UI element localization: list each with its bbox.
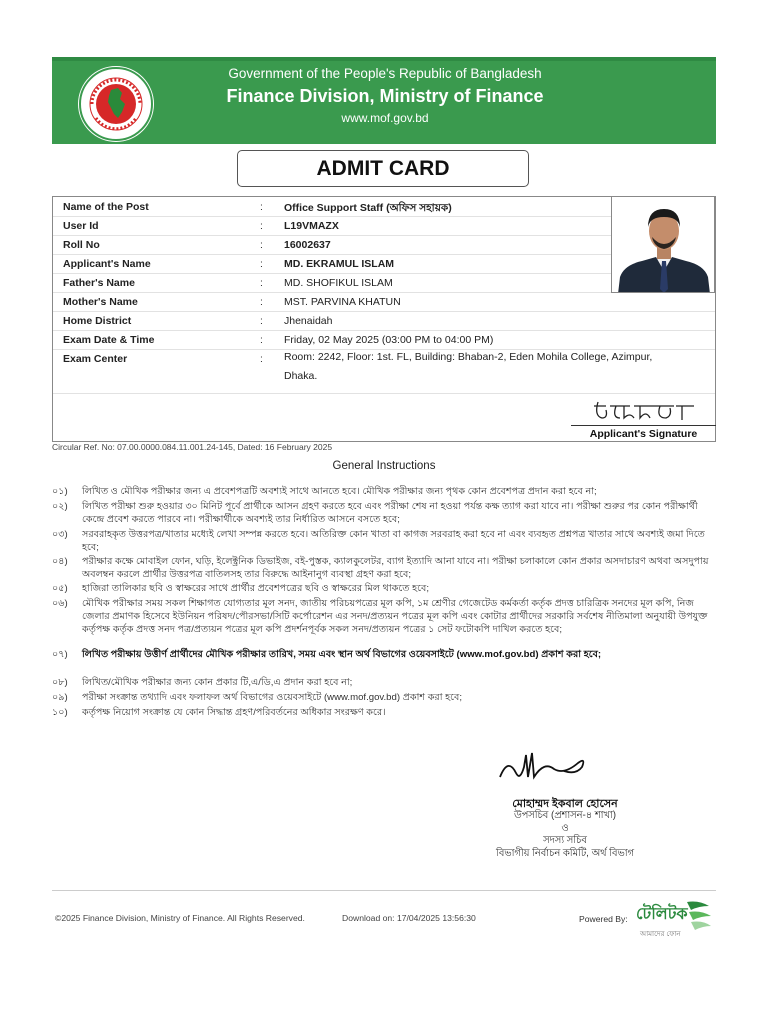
instruction-number: ০৩)	[52, 529, 68, 540]
info-separator: :	[260, 201, 263, 213]
info-label: Home District	[63, 315, 132, 327]
info-separator: :	[260, 315, 263, 327]
instruction-text: লিখিত পরীক্ষা শুরু হওয়ার ৩০ মিনিট পূর্বে প্রার্থীকে আসন গ্রহণ করতে হবে এবং পরীক্ষা শেষ না হওয়া পর্যন্ত কক্ষ ত্যাগ করা যাবে না। পরীক্ষা শুরুর পর কোন পরীক্ষার্থী কেন্দ্রে প্রবেশ করতে পারবে না। পরীক্ষার্থীকে অবশ্যই তার নির্ধারিত আসনে বসতে হবে;	[82, 501, 698, 525]
instruction-text: পরীক্ষার কক্ষে মোবাইল ফোন, ঘড়ি, ইলেক্ট্রনিক ডিভাইজ, বই-পুস্তক, ক্যালকুলেটর, ব্যাগ ইত্যাদি আনা যাবে না। পরীক্ষা চলাকালে কোন প্রকার অসদাচারণ অথবা অসদুপায় অবলম্বন করলে প্রার্থীর উত্তরপত্র বাতিলসহ তার বিরুদ্ধে আইনানুগ ব্যবস্থা গ্রহণ করা হবে;	[82, 556, 709, 580]
info-label: Exam Date & Time	[63, 334, 155, 346]
info-value-exam-date: Friday, 02 May 2025 (03:00 PM to 04:00 PM)	[284, 334, 494, 346]
info-separator: :	[260, 277, 263, 289]
powered-by-label: Powered By:	[579, 914, 628, 924]
government-seal-logo	[78, 66, 154, 142]
info-label: Roll No	[63, 239, 100, 251]
info-label: Mother's Name	[63, 296, 138, 308]
instruction-number: ০৭)	[52, 649, 68, 660]
officer-name: মোহাম্মদ ইকবাল হোসেন	[512, 798, 618, 810]
teletalk-brand: টেলিটক	[636, 906, 688, 923]
instruction-text: লিখিত ও মৌখিক পরীক্ষার জন্য এ প্রবেশপত্রটি অবশ্যই সাথে আনতে হবে। মৌখিক পরীক্ষার জন্য পৃথক কোন প্রবেশপত্র প্রদান করা হবে না;	[82, 486, 597, 497]
header-division-line: Finance Division, Ministry of Finance	[226, 86, 544, 106]
footer-download-time: Download on: 17/04/2025 13:56:30	[342, 913, 476, 923]
instruction-text: মৌখিক পরীক্ষার সময় সকল শিক্ষাগত যোগ্যতার মূল সনদ, জাতীয় পরিচয়পত্রের মূল কপি, ১ম শ্রেণীর গেজেটেড কর্মকর্তা কর্তৃক প্রদত্ত চারিত্রিক সনদের মূল কপি, নিজ জেলার প্রমাণক হিসেবে ইউনিয়ন পরিষদ/পৌরসভা/সিটি কর্পোরেশন এর সনদ/প্রত্যয়ন পত্রের মূল কপি এবং কোটার প্রার্থীদের সরকারি সর্বশেষ নীতিমালা অনুযায়ী উপযুক্ত কর্তৃপক্ষ কর্তৃক প্রদত্ত সনদ পত্র/প্রত্যয়ন পত্রের মূল কপি প্রদর্শনপূর্বক সকল সনদ/প্রত্যয়ন পত্রের ১ সেট ফটোকপি দাখিল করতে হবে;	[82, 598, 708, 635]
info-value-mother-name: MST. PARVINA KHATUN	[284, 296, 401, 308]
instruction-text: হাজিরা তালিকার ছবি ও স্বাক্ষরের সাথে প্রার্থীর প্রবেশপত্রের ছবি ও স্বাক্ষরের মিল থাকতে হবে;	[82, 583, 430, 594]
teletalk-tagline: আমাদের ফোন	[640, 931, 681, 938]
info-label: Applicant's Name	[63, 258, 151, 270]
applicant-photo	[611, 196, 715, 293]
header-website: www.mof.gov.bd	[341, 111, 429, 125]
info-row-mother-name	[53, 292, 715, 312]
footer-copyright: ©2025 Finance Division, Ministry of Finance. All Rights Reserved.	[55, 913, 305, 923]
info-value-exam-center: Room: 2242, Floor: 1st. FL, Building: Bhaban-2, Eden Mohila College, Azimpur, Dhaka.	[284, 351, 653, 382]
info-value-user-id: L19VMAZX	[284, 220, 339, 232]
info-value-home-district: Jhenaidah	[284, 315, 333, 327]
instruction-number: ০৮)	[52, 677, 68, 688]
info-value-roll-no: 16002637	[284, 239, 331, 251]
general-instructions-title: General Instructions	[332, 460, 436, 472]
instruction-text: সরবরাহকৃত উত্তরপত্র/খাতার মধ্যেই লেখা সম্পন্ন করতে হবে। অতিরিক্ত কোন খাতা বা কাগজ সরবরাহ করা হবে না এবং ব্যবহৃত প্রশ্নপত্র খাতার সাথে অবশ্যই জমা দিতে হবে;	[82, 529, 705, 553]
info-separator: :	[260, 353, 263, 365]
instruction-text: কর্তৃপক্ষ নিয়োগ সংক্রান্ত যে কোন সিদ্ধান্ত গ্রহণ/পরিবর্তনের অধিকার সংরক্ষণ করে।	[82, 707, 386, 718]
info-separator: :	[260, 258, 263, 270]
instruction-text: লিখিত পরীক্ষায় উত্তীর্ণ প্রার্থীদের মৌখিক পরীক্ষার তারিখ, সময় এবং স্থান অর্থ বিভাগের ওয়েবসাইটে (www.mof.gov.bd) প্রকাশ করা হবে;	[82, 649, 602, 660]
officer-designation: উপসচিব (প্রশাসন-৪ শাখা)	[513, 810, 617, 821]
info-value-post: Office Support Staff (অফিস সহায়ক)	[284, 202, 452, 214]
info-value-applicant-name: MD. EKRAMUL ISLAM	[284, 258, 395, 270]
applicant-signature-image	[590, 396, 700, 424]
officer-role: সদস্য সচিব	[543, 835, 587, 846]
header-topline	[52, 57, 716, 61]
instruction-number: ০৯)	[52, 692, 68, 703]
info-separator: :	[260, 334, 263, 346]
circular-reference: Circular Ref. No: 07.00.0000.084.11.001.24-145, Dated: 16 February 2025	[52, 442, 333, 452]
footer-divider	[52, 890, 716, 891]
officer-signature-image	[494, 747, 594, 792]
instruction-number: ০৬)	[52, 598, 68, 609]
info-label: Name of the Post	[63, 201, 149, 213]
info-label: Father's Name	[63, 277, 135, 289]
info-separator: :	[260, 296, 263, 308]
info-separator: :	[260, 220, 263, 232]
info-separator: :	[260, 239, 263, 251]
instruction-number: ১০)	[52, 707, 68, 718]
officer-conjunction: ও	[561, 823, 569, 834]
officer-committee: বিভাগীয় নির্বাচন কমিটি, অর্থ বিভাগ	[496, 848, 634, 859]
info-label: User Id	[63, 220, 99, 232]
applicant-signature-label: Applicant's Signature	[589, 428, 698, 440]
info-value-father-name: MD. SHOFIKUL ISLAM	[284, 277, 393, 289]
info-row-exam-date	[53, 330, 715, 350]
instruction-text: পরীক্ষা সংক্রান্ত তথ্যাদি এবং ফলাফল অর্থ বিভাগের ওয়েবসাইটে (www.mof.gov.bd) প্রকাশ করা হবে;	[82, 692, 463, 703]
instruction-text: লিখিত/মৌখিক পরীক্ষার জন্য কোন প্রকার টি,এ/ডি,এ প্রদান করা হবে না;	[82, 677, 353, 688]
applicant-signature-line	[571, 425, 716, 426]
admit-card-title: ADMIT CARD	[237, 150, 529, 187]
header-government-line: Government of the People's Republic of Bangladesh	[228, 66, 542, 81]
instruction-number: ০৫)	[52, 583, 68, 594]
info-label: Exam Center	[63, 353, 128, 365]
info-row-home-district	[53, 311, 715, 331]
instruction-number: ০৪)	[52, 556, 68, 567]
info-row-exam-center	[53, 349, 715, 394]
instruction-number: ০১)	[52, 486, 68, 497]
instruction-number: ০২)	[52, 501, 68, 512]
